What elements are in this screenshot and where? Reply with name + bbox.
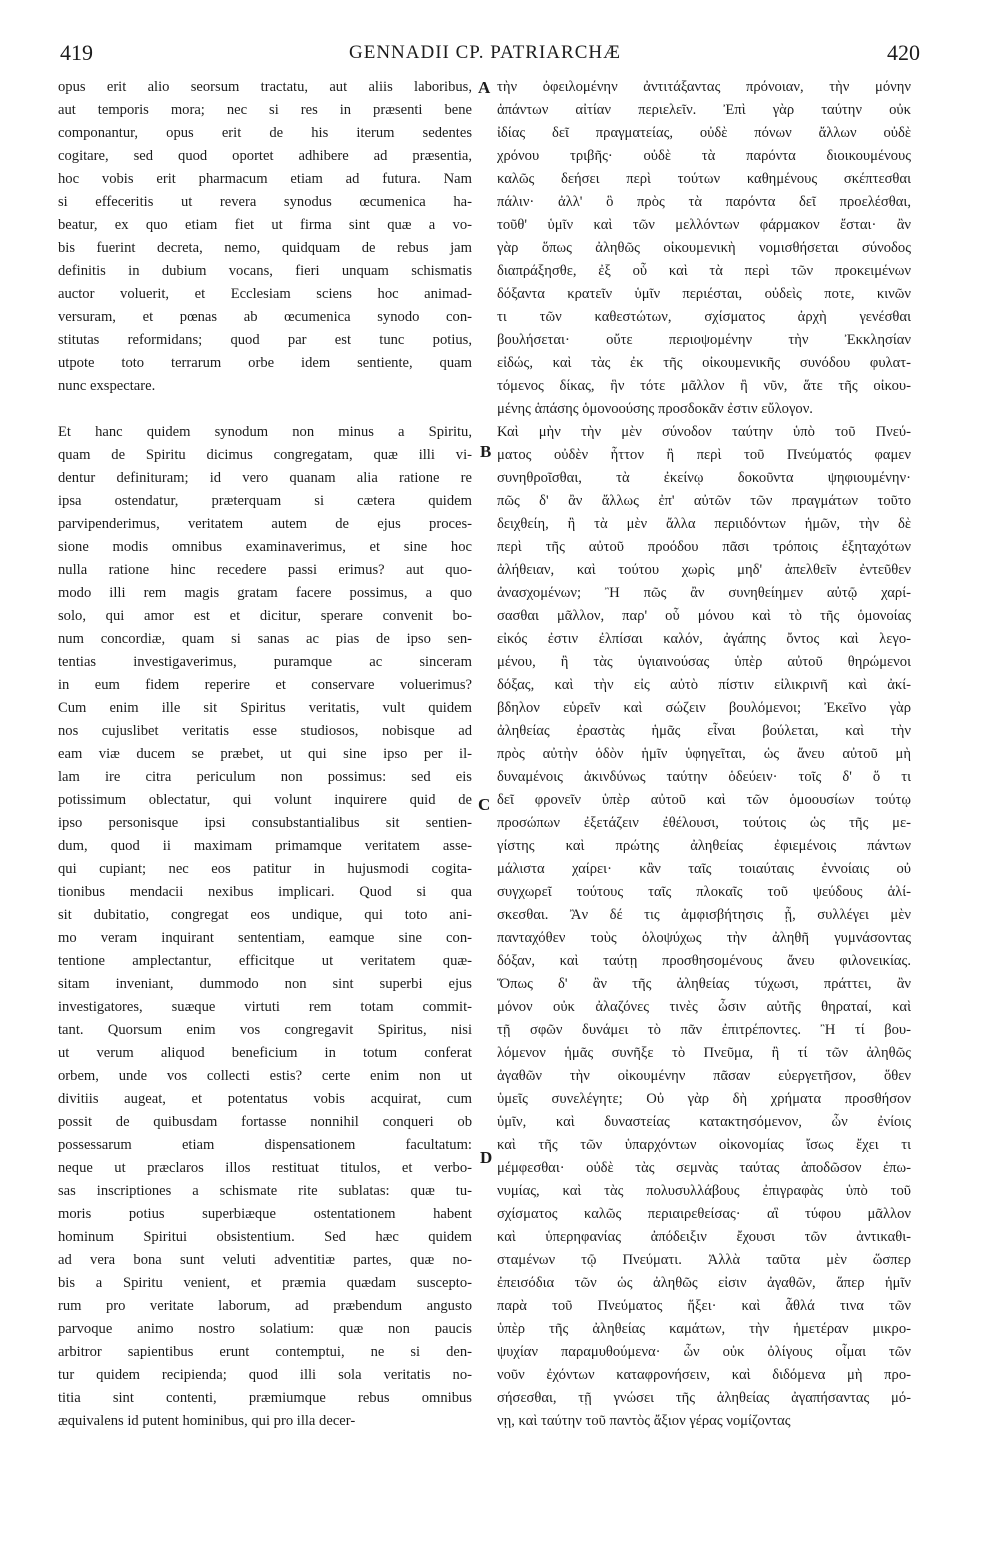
text-line: καλῶς δεήσει περὶ τούτων καθημένους σκέπτεσθαι xyxy=(497,171,911,187)
latin-column xyxy=(58,76,472,1433)
text-line: μέμφεσθαι· οὐδὲ τὰς σεμνὰς ταύτας ἀποδῶσον ἐπω- xyxy=(497,1160,911,1176)
text-line: parvoque animo nostro solatium: quæ non paucis xyxy=(58,1321,472,1337)
text-line: solo, qui amor est et dicitur, sperare convenit bo- xyxy=(58,608,472,624)
text-line: δεῖ φρονεῖν ὑπὲρ αὐτοῦ καὶ τῶν ὁμοουσίων τούτῳ xyxy=(497,792,911,808)
text-line: quam de Spiritu dicimus congregatam, quæ illi vi- xyxy=(58,447,472,463)
text-line: tur quidem recipienda; quod illi sola veritatis no- xyxy=(58,1367,472,1383)
text-line: versuram, et pœnas ab œcumenica synodo con- xyxy=(58,309,472,325)
text-line: possessarum etiam dispensationem facultatum: xyxy=(58,1137,472,1153)
text-line: βουλήσεται· οὔτε περιοψομένην τὴν Ἐκκλησίαν xyxy=(497,332,911,348)
text-line: ἀνασχομένων; Ἢ πῶς ἂν συνηθείημεν αὐτῷ χαρί- xyxy=(497,585,911,601)
section-marker-b: B xyxy=(480,442,492,461)
text-line: εἰδώς, καὶ τὰς ἐκ τῆς οἰκουμενικῆς συνόδου φυλατ- xyxy=(497,355,911,371)
text-line: ἐπεισόδια τῶν ὡς ἀληθῶς εἰσιν ἀγαθῶν, ἅπερ ἡμῖν xyxy=(497,1275,911,1291)
text-line: modo illi rem magis gratam facere possimus, a quo xyxy=(58,585,472,601)
text-line: Ὅπως δ' ἂν τῆς ἀληθείας τύχωσι, πράττει, ἂν xyxy=(497,976,911,992)
text-line: πάλιν· ἀλλ' ὃ πρὸς τὰ παρόντα δεῖ προελέσθαι, xyxy=(497,194,911,210)
text-line: hoc vobis erit pharmacum etiam ad futura. Nam xyxy=(58,171,472,187)
text-line: νυμίας, καὶ τὰς πολυσυλλάβους ἐπιγραφὰς ὑπὸ τοῦ xyxy=(497,1183,911,1199)
running-header xyxy=(50,40,920,76)
text-line: æquivalens id putent hominibus, qui pro illa decer- xyxy=(58,1413,356,1429)
text-line: definitis in dubium vocans, fieri unquam schismatis xyxy=(58,263,472,279)
text-line: sione modis omnibus examinaverimus, et sine hoc xyxy=(58,539,472,555)
text-line: parvipenderimus, veritatem autem de ejus proces- xyxy=(58,516,472,532)
text-line: tant. Quorsum enim vos congregavit Spiritus, nisi xyxy=(58,1022,472,1038)
text-line: γὰρ ὅπως ἀληθῶς οἰκουμενικὴ νομισθήσεται σύνοδος xyxy=(497,240,911,256)
text-line: καὶ ὑπερηφανίας ἀπόδειξιν ἔχουσι τῶν ἀντικαθι- xyxy=(497,1229,911,1245)
text-line: πανταχόθεν τοὺς ὁλοψύχως τὴν ἀληθῆ γυμνάσοντας xyxy=(497,930,911,946)
text-line: potissimum oblectatur, qui volunt inquirere quid de xyxy=(58,792,472,808)
text-line: ἰδίας δεῖ πραγματείας, οὐδὲ πόνων ἄλλων οὐδὲ xyxy=(497,125,911,141)
text-line: nulla ratione hinc recedere passi erimus? aut quo- xyxy=(58,562,472,578)
text-line: διαπράξησθε, ἐξ οὗ καὶ τὰ περὶ τῶν προκειμένων xyxy=(497,263,911,279)
text-line: μένης ἁπάσης ὁμονοούσης προσδοκᾶν ἐστιν εὔλογον. xyxy=(497,401,813,417)
text-line: μόνον οὐκ ἀλαζόνες τινὲς ὦσιν αὐτῆς θηραταί, καὶ xyxy=(497,999,911,1015)
section-marker-d: D xyxy=(480,1148,493,1167)
text-line: in eum fidem reperire et conservare voluerimus? xyxy=(58,677,472,693)
text-line: ματος οὐδὲν ἧττον ἢ περὶ τοῦ Πνεύματός φαμεν xyxy=(497,447,911,463)
text-line: περὶ τῆς αὐτοῦ προόδου πᾶσι τρόποις ἐξηταχότων xyxy=(497,539,911,555)
text-line: num concordiæ, quam si sanas ac pias de ipso sen- xyxy=(58,631,472,647)
text-line: tentione amplectantur, efficitque ut veritatem quæ- xyxy=(58,953,472,969)
text-line: παρὰ τοῦ Πνεύματος ἥξει· καὶ ἆθλά τινα τῶν xyxy=(497,1298,911,1314)
text-line: δόξαντα κρατεῖν ὑμῖν περιέσται, οὐδεὶς ποτε, κινῶν xyxy=(497,286,911,302)
text-line: δειχθείη, ἢ τὰ μὲν ἄλλα περιιδόντων ἡμῶν, τὴν δὲ xyxy=(497,516,911,532)
paragraph-gap xyxy=(58,398,472,421)
section-marker-c: C xyxy=(478,795,491,814)
text-line: lam ire citra periculum non possimus: sed eis xyxy=(58,769,472,785)
text-line: ipso personisque ipsi consubstantialibus sit sentien- xyxy=(58,815,472,831)
text-line: τῇ σφῶν δυνάμει τὸ πᾶν ἐπιτρέποντες. Ἢ τί βου- xyxy=(497,1022,911,1038)
text-line: ὑπὲρ τῆς ἀληθείας καμάτων, τὴν ἡμετέραν μικρο- xyxy=(497,1321,911,1337)
text-line: ὑμεῖς συνελέγητε; Οὐ γὰρ δὴ χρήματα προσθήσον xyxy=(497,1091,911,1107)
text-line: τόμενος δίκας, ἣν τότε μᾶλλον ἢ νῦν, ἅτε τῆς οἰκου- xyxy=(497,378,911,394)
text-line: sitam inveniant, dummodo non sint superbi ejus xyxy=(58,976,472,992)
section-marker-a: A xyxy=(478,78,491,97)
text-line: σταμένων τῷ Πνεύματι. Ἀλλὰ ταῦτα μὲν ὥσπερ xyxy=(497,1252,911,1268)
text-line: moris potius superbiæque ostentationem habent xyxy=(58,1206,472,1222)
greek-column xyxy=(497,76,911,1433)
text-line: γίστης καὶ πρώτης ἀληθείας ἐφιεμένοις πάντων xyxy=(497,838,911,854)
text-line: δόξαν, καὶ ταύτῃ προσθησομένους ἄνευ φιλονεικίας. xyxy=(497,953,911,969)
text-line: sit dubitatio, congregat eos undique, qui toto ani- xyxy=(58,907,472,923)
text-line: προσώπων ἐξετάζειν ἐθέλουσι, τούτοις ὡς τῆς με- xyxy=(497,815,911,831)
text-line: rum pro veritate laborum, ad præbendum angusto xyxy=(58,1298,472,1314)
text-line: σήσεσθαι, τῇ γνώσει τῆς ἀληθείας ἀγαπήσαντας μό- xyxy=(497,1390,911,1406)
text-line: possit de quibusdam fortasse nonnihil conqueri ob xyxy=(58,1114,472,1130)
text-line: mo veram inquirant sententiam, eamque sine con- xyxy=(58,930,472,946)
text-line: nos cujuslibet veritatis esse studiosos, nobisque ad xyxy=(58,723,472,739)
text-line: ἀλήθειαν, καὶ τούτου χωρὶς μηδ' ἀπελθεῖν ἐντεῦθεν xyxy=(497,562,911,578)
text-line: συνηθροῖσθαι, τὰ ἐκείνῳ δοκοῦντα ψηφιουμένην· xyxy=(497,470,911,486)
text-line: εἰκός ἐστιν ἐλπίσαι καλόν, ἀγάπης ὄντος καὶ λεγο- xyxy=(497,631,911,647)
page-number-right: 420 xyxy=(887,40,920,65)
text-line: Cum enim ille sit Spiritus veritatis, vult quidem xyxy=(58,700,472,716)
text-line: πρὸς αὐτὴν ὁδὸν ἡμῖν ὑφηγεῖται, ὡς ἄνευ αὐτοῦ μὴ xyxy=(497,746,911,762)
text-line: δόξας, καὶ τὴν εἰς αὐτὸ πίστιν εἰλικρινῆ καὶ ἀκί- xyxy=(497,677,911,693)
text-line: si effeceritis ut revera synodus œcumenica ha- xyxy=(58,194,472,210)
text-line: dentur definituram; id vero quanam alia ratione re xyxy=(58,470,472,486)
text-line: ἁπάντων αἰτίαν περιελεῖν. Ἐπὶ γὰρ ταύτην οὐκ xyxy=(497,102,911,118)
text-line: arbitror sapientibus erunt contemptui, ne si den- xyxy=(58,1344,472,1360)
text-line: τι τῶν καθεστώτων, σχίσματος ἀρχὴ γενέσθαι xyxy=(497,309,911,325)
text-line: συγχωρεῖ τούτους ταῖς πλοκαῖς τοῦ ψεύδους ἁλί- xyxy=(497,884,911,900)
text-line: ἀληθείας ἐραστὰς ἡμᾶς εἶναι βούλεται, καὶ τὴν xyxy=(497,723,911,739)
text-line: ad vera bona sunt veluti adventitiæ partes, quæ no- xyxy=(58,1252,472,1268)
text-line: eam viæ ducem se præbet, ut qui sine ipso per il- xyxy=(58,746,472,762)
text-line: tentias investigaverimus, puramque ac sinceram xyxy=(58,654,472,670)
text-line: Καὶ μὴν τὴν μὲν σύνοδον ταύτην ὑπὸ τοῦ Πνεύ- xyxy=(497,424,911,440)
text-line: καὶ τῆς τῶν ὑπαρχόντων οἰκονομίας ἴσως ἔχει τι xyxy=(497,1137,911,1153)
text-line: nunc exspectare. xyxy=(58,378,156,394)
text-line: ut verum aliquod beneficium in totum conferat xyxy=(58,1045,472,1061)
page-number-left: 419 xyxy=(60,40,93,65)
text-line: ψυχίαν παραμυθούμενα· ὧν οὐκ ὀλίγους οἶμαι τῶν xyxy=(497,1344,911,1360)
text-line: νῃ, καὶ ταύτην τοῦ παντὸς ἄξιον γέρας νομίζοντας xyxy=(497,1413,791,1429)
text-line: σκεσθαι. Ἂν δέ τις ἀμφισβήτησις ᾖ, συλλέγει μὲν xyxy=(497,907,911,923)
text-line: ipsa ostendatur, præterquam si cætera quidem xyxy=(58,493,472,509)
text-line: investigatores, suæque virtuti rem totam commit- xyxy=(58,999,472,1015)
text-line: νοῦν ἐχόντων καταφρονήσειν, καὶ διδόμενα μὴ προ- xyxy=(497,1367,911,1383)
text-line: χρόνου τριβῆς· οὐδὲ τὰ παρόντα διοικουμένους xyxy=(497,148,911,164)
text-line: μάλιστα χαίρει· κἂν ταῖς τοιαύταις ἐννοίαις οὐ xyxy=(497,861,911,877)
text-line: ἀγαθῶν τὴν οἰκουμένην πᾶσαν εὐεργετῆσον, ὅθεν xyxy=(497,1068,911,1084)
text-line: hominum Spiritui obsistentium. Sed hæc quidem xyxy=(58,1229,472,1245)
text-line: auctor voluerit, et Ecclesiam sciens hoc animad- xyxy=(58,286,472,302)
text-line: beatur, ex quo etiam fiet ut firma sint quæ a vo- xyxy=(58,217,472,233)
text-line: cogitare, sed quod oportet adhibere ad præsentia, xyxy=(58,148,472,164)
text-line: componantur, opus erit de his iterum sedentes xyxy=(58,125,472,141)
text-line: stitutas reformidans; quod par est tunc potius, xyxy=(58,332,472,348)
text-line: bis fuerint decreta, nemo, quidquam de rebus jam xyxy=(58,240,472,256)
running-title: GENNADII CP. PATRIARCHÆ xyxy=(349,42,621,63)
text-line: δυναμένοις ἀκινδύνως ταύτην ὁδεύειν· τοῖς δ' ὅ τι xyxy=(497,769,911,785)
text-line: tionibus mendacii nexibus implicari. Quod si qua xyxy=(58,884,472,900)
text-line: σχίσματος καλῶς περιαιρεθείσας· αἳ τύφου μᾶλλον xyxy=(497,1206,911,1222)
text-line: aut temporis mora; nec si res in præsenti bene xyxy=(58,102,472,118)
text-line: σασθαι μᾶλλον, παρ' οὗ μόνου καὶ τὸ τῆς ὁμονοίας xyxy=(497,608,911,624)
text-line: μένου, ἢ τὰς ὑγιαινούσας ὑπὲρ αὐτοῦ θηρώμενοι xyxy=(497,654,911,670)
text-line: orbem, unde vos collecti estis? certe enim non ut xyxy=(58,1068,472,1084)
text-line: qui cupiant; nec eos patitur in hujusmodi cogita- xyxy=(58,861,472,877)
text-line: divitiis augeat, et potentatus vobis acquirat, cum xyxy=(58,1091,472,1107)
text-line: τοῦθ' ὑμῖν καὶ τῶν μελλόντων φάρμακον ἔσται· ἂν xyxy=(497,217,911,233)
text-line: πῶς δ' ἂν ἄλλως ἐπ' αὐτῶν τῶν πραγμάτων τοῦτο xyxy=(497,493,911,509)
text-line: sas inscriptiones a schismate rite sublatas: quæ tu- xyxy=(58,1183,472,1199)
text-line: βδηλον εὑρεῖν καὶ σώζειν βουλόμενοι; Ἐκεῖνο γὰρ xyxy=(497,700,911,716)
text-line: utpote toto terrarum orbe idem sentiente, quam xyxy=(58,355,472,371)
text-line: λόμενον ἡμᾶς συνῆξε τὸ Πνεῦμα, ἢ τί τῶν ἀληθῶς xyxy=(497,1045,911,1061)
text-line: opus erit alio seorsum tractatu, aut aliis laboribus, xyxy=(58,79,472,95)
text-line: titia sint contenti, præmiumque rebus omnibus xyxy=(58,1390,472,1406)
text-line: neque ut præclaros illos restituat titulos, et verbo- xyxy=(58,1160,472,1176)
text-line: bis a Spiritu venient, et præmia quædam suscepto- xyxy=(58,1275,472,1291)
text-line: ὑμῖν, καὶ δυναστείας κατακτησόμενον, ὧν ἐνίοις xyxy=(497,1114,911,1130)
text-line: Et hanc quidem synodum non minus a Spiritu, xyxy=(58,424,472,440)
text-line: τὴν ὀφειλομένην ἀντιτάξαντας πρόνοιαν, τὴν μόνην xyxy=(497,79,911,95)
text-line: dum, quod ii maximam primamque veritatem asse- xyxy=(58,838,472,854)
